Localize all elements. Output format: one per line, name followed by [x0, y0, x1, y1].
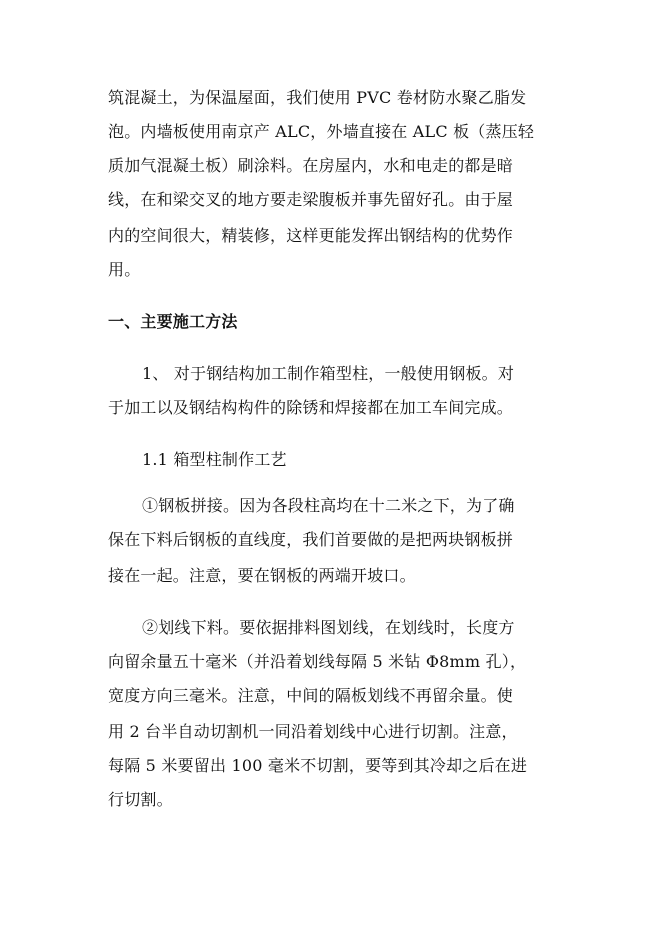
para2-line-2: 保在下料后钢板的直线度，我们首要做的是把两块钢板拼 [108, 530, 514, 549]
para3-line-5: 每隔 5 米要留出 100 毫米不切割，要等到其冷却之后在进 [108, 756, 528, 775]
intro-line-3: 质加气混凝土板）刷涂料。在房屋内，水和电走的都是暗 [108, 156, 514, 175]
para1-line-2: 于加工以及钢结构构件的除锈和焊接都在加工车间完成。 [108, 398, 514, 417]
section-heading: 一、主要施工方法 [108, 312, 238, 331]
para3-line-6: 行切割。 [108, 790, 173, 809]
intro-line-6: 用。 [108, 260, 141, 279]
para2-line-3: 接在一起。注意，要在钢板的两端开坡口。 [108, 566, 416, 585]
para2-line-1: ①钢板拼接。因为各段柱高均在十二米之下，为了确 [142, 496, 515, 515]
para3-line-4: 用 2 台半自动切割机一同沿着划线中心进行切割。注意， [108, 722, 518, 741]
intro-line-2: 泡。内墙板使用南京产 ALC，外墙直接在 ALC 板（蒸压轻 [108, 122, 535, 141]
intro-line-4: 线，在和梁交叉的地方要走梁腹板并事先留好孔。由于屋 [108, 190, 514, 209]
para3-line-3: 宽度方向三毫米。注意，中间的隔板划线不再留余量。使 [108, 686, 514, 705]
intro-line-5: 内的空间很大，精装修，这样更能发挥出钢结构的优势作 [108, 226, 514, 245]
para1-line-1: 1、 对于钢结构加工制作箱型柱，一般使用钢板。对 [142, 364, 515, 383]
para3-line-1: ②划线下料。要依据排料图划线，在划线时，长度方 [142, 618, 515, 637]
intro-line-1: 筑混凝土，为保温屋面，我们使用 PVC 卷材防水聚乙脂发 [108, 88, 527, 107]
para3-line-2: 向留余量五十毫米（并沿着划线每隔 5 米钻 Φ8mm 孔）， [108, 652, 527, 671]
subheading: 1.1 箱型柱制作工艺 [142, 450, 287, 469]
